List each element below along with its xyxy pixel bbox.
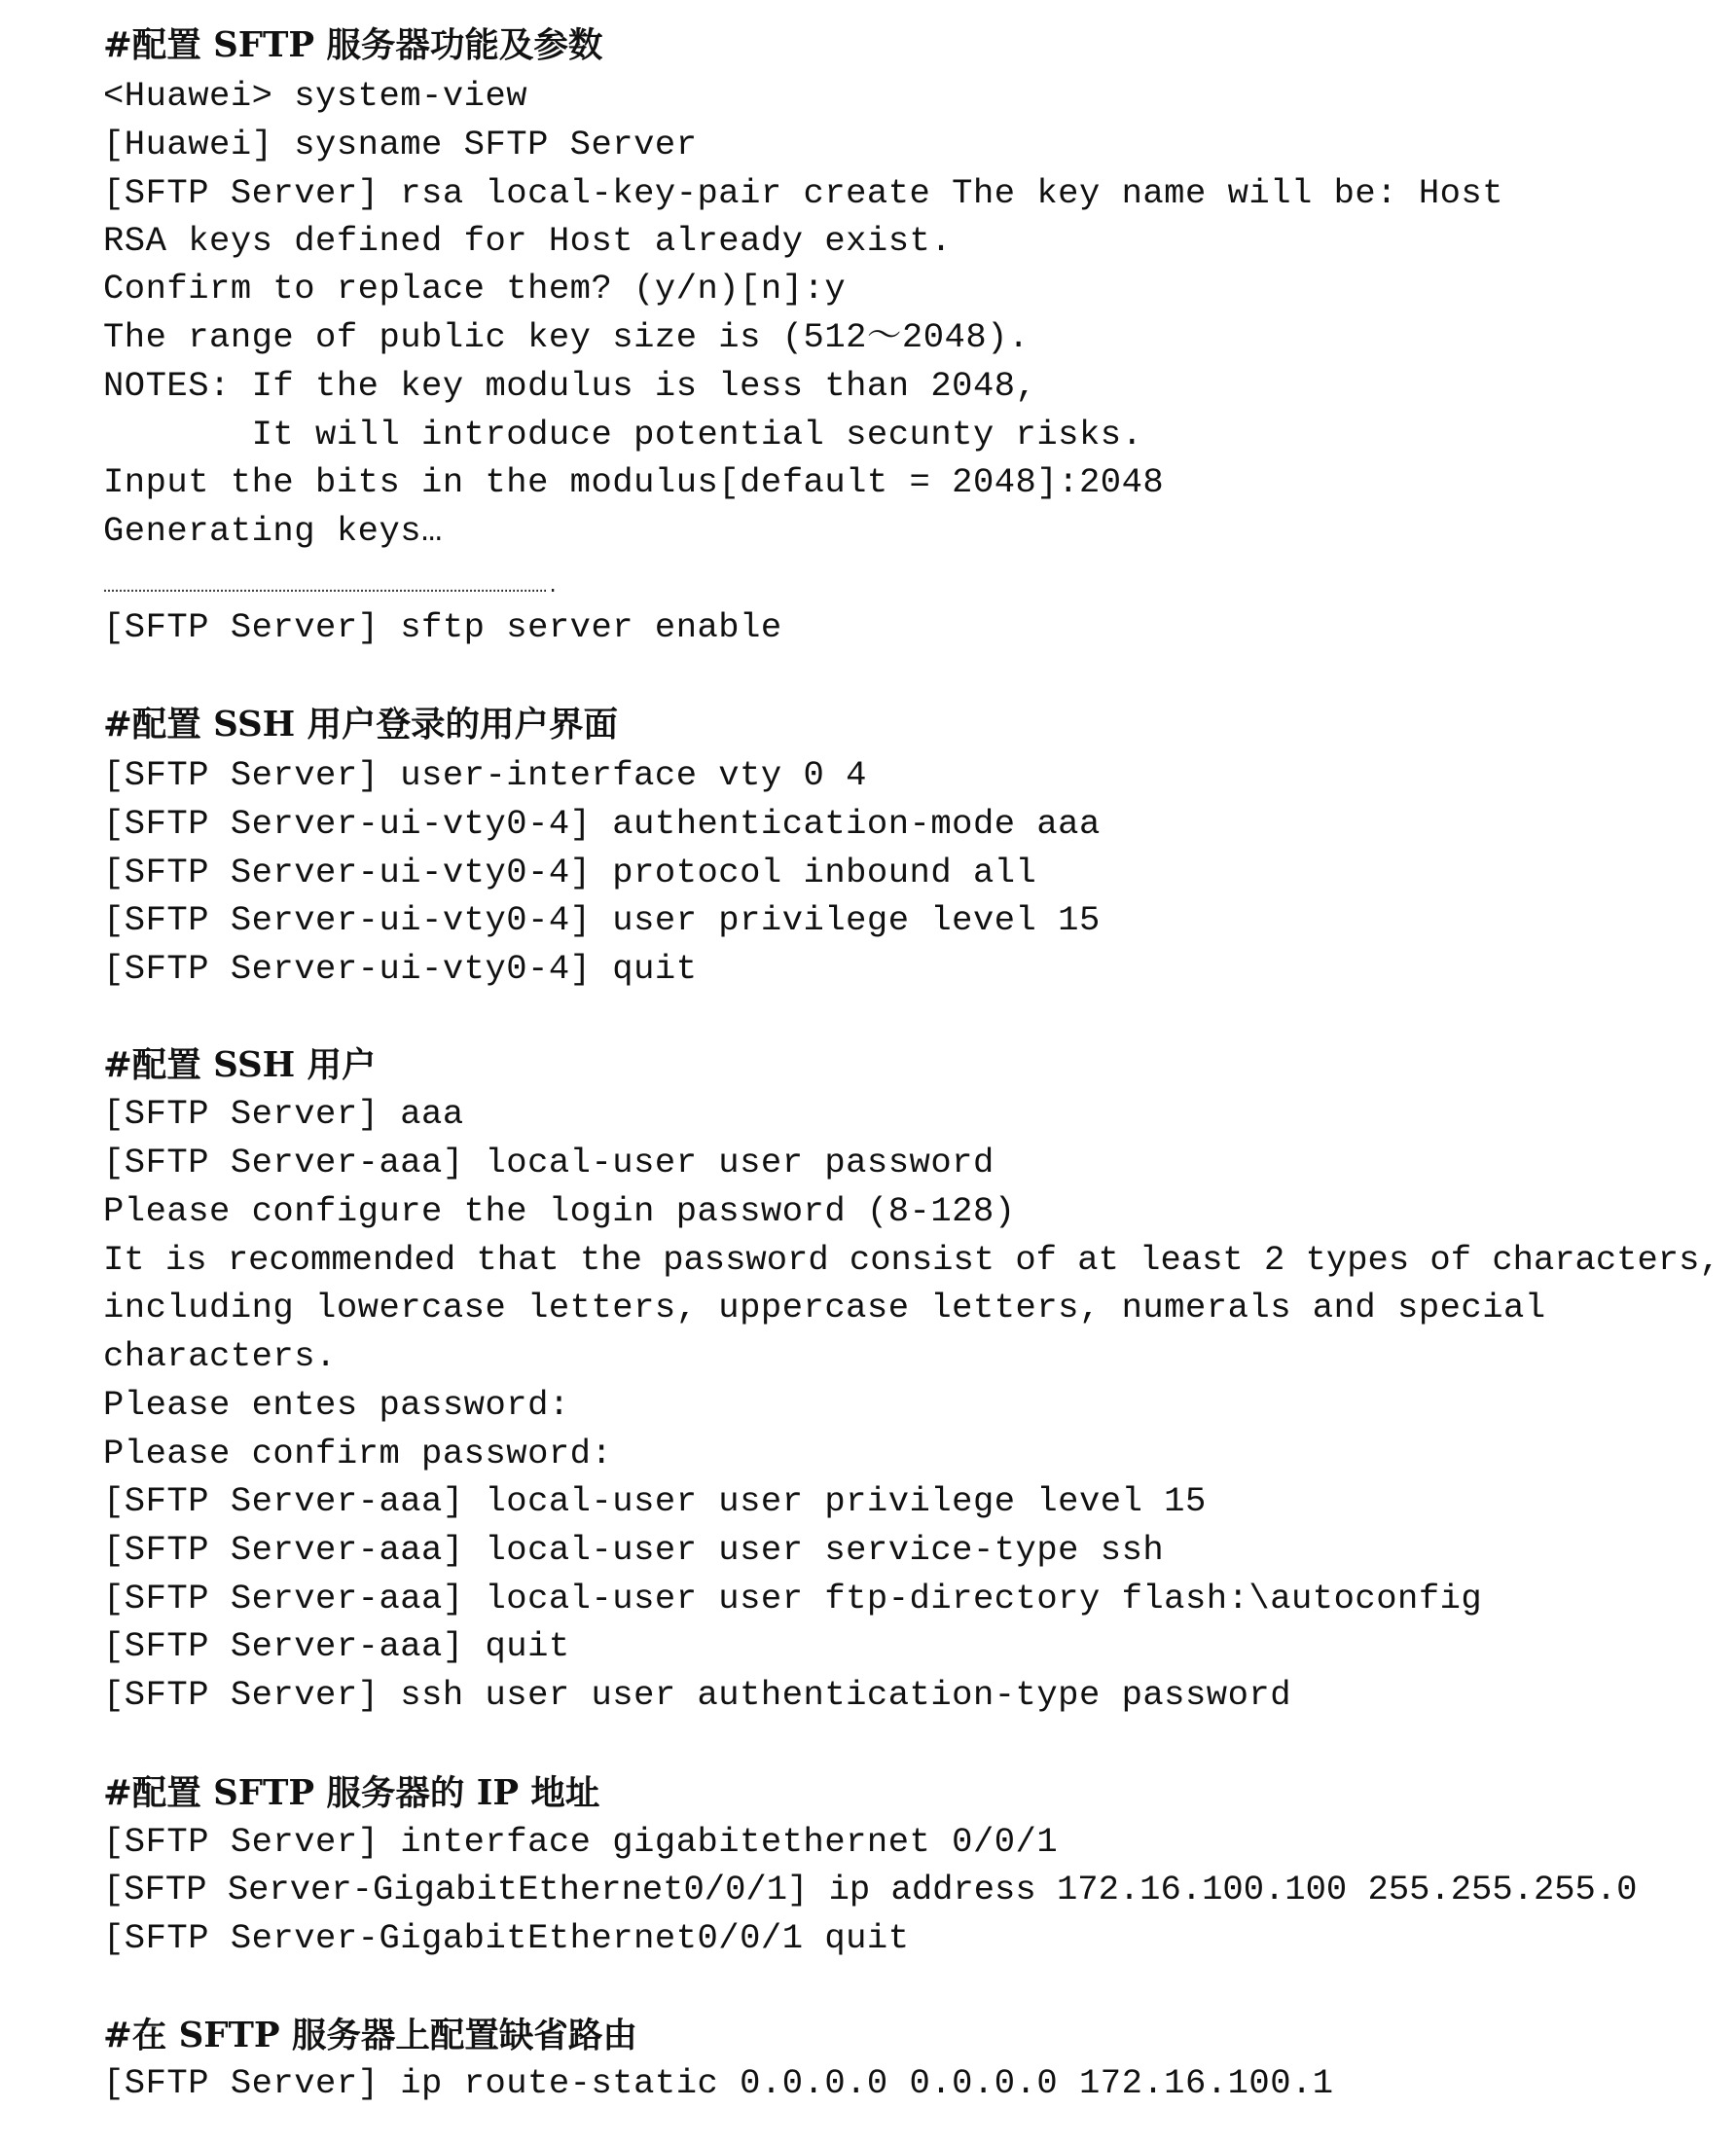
code-line: [SFTP Server] ssh user user authentication-type password — [103, 1675, 1291, 1715]
code-line: [SFTP Server-ui-vty0-4] quit — [103, 949, 698, 989]
code-line: [SFTP Server-aaa] local-user user service-type ssh — [103, 1530, 1165, 1570]
code-line: [SFTP Server-GigabitEthernet0/0/1 quit — [103, 1918, 910, 1958]
code-line: [SFTP Server-GigabitEthernet0/0/1] ip address 172.16.100.100 255.255.255.0 — [103, 1870, 1638, 1909]
code-line: Please entes password: — [103, 1385, 570, 1425]
code-line: [SFTP Server-ui-vty0-4] protocol inbound all — [103, 853, 1037, 892]
code-line: [SFTP Server] interface gigabitethernet 0/0/1 — [103, 1822, 1059, 1862]
code-line: [SFTP Server] rsa local-key-pair create The key name will be: Host — [103, 173, 1504, 213]
code-line: [SFTP Server] aaa — [103, 1094, 464, 1134]
section-heading-ssh-user: #配置 SSH 用户 — [103, 1045, 377, 1085]
code-line: The range of public key size is (512～2048). — [103, 317, 1030, 357]
code-line: Please configure the login password (8-128) — [103, 1191, 1016, 1231]
code-line: Input the bits in the modulus[default = 2048]:2048 — [103, 462, 1165, 502]
section-heading-default-route: #在 SFTP 服务器上配置缺省路由 — [103, 2016, 637, 2055]
code-line: <Huawei> system-view — [103, 76, 528, 116]
section-heading-ssh-ui: #配置 SSH 用户登录的用户界面 — [103, 705, 618, 745]
code-line: Please confirm password: — [103, 1434, 613, 1473]
code-line: [SFTP Server-aaa] local-user user password — [103, 1143, 995, 1182]
code-line: [SFTP Server] user-interface vty 0 4 — [103, 755, 867, 795]
code-line: [SFTP Server-ui-vty0-4] user privilege level 15 — [103, 900, 1101, 940]
code-line: RSA keys defined for Host already exist. — [103, 221, 953, 261]
progress-dots: ……………………………………………………………………………………………………. — [103, 576, 560, 599]
code-line: [Huawei] sysname SFTP Server — [103, 125, 698, 164]
code-line: [SFTP Server-aaa] quit — [103, 1626, 570, 1666]
code-line: [SFTP Server] sftp server enable — [103, 607, 782, 647]
code-line: including lowercase letters, uppercase letters, numerals and special — [103, 1288, 1546, 1327]
code-line: [SFTP Server] ip route-static 0.0.0.0 0.0.0.0 172.16.100.1 — [103, 2063, 1334, 2103]
code-line: [SFTP Server-aaa] local-user user ftp-directory flash:\autoconfig — [103, 1579, 1483, 1618]
code-line: It is recommended that the password consist of at least 2 types of characters, — [103, 1240, 1720, 1280]
code-line: [SFTP Server-ui-vty0-4] authentication-mode aaa — [103, 804, 1101, 844]
code-line: NOTES: If the key modulus is less than 2048, — [103, 366, 1037, 406]
section-heading-sftp-function: #配置 SFTP 服务器功能及参数 — [103, 25, 603, 65]
code-line: Confirm to replace them? (y/n)[n]:y — [103, 269, 847, 309]
section-heading-sftp-ip: #配置 SFTP 服务器的 IP 地址 — [103, 1773, 600, 1813]
code-line: characters. — [103, 1336, 337, 1376]
code-line: [SFTP Server-aaa] local-user user privilege level 15 — [103, 1481, 1207, 1521]
code-line: Generating keys… — [103, 511, 443, 551]
code-line: It will introduce potential secunty risks. — [103, 415, 1143, 454]
